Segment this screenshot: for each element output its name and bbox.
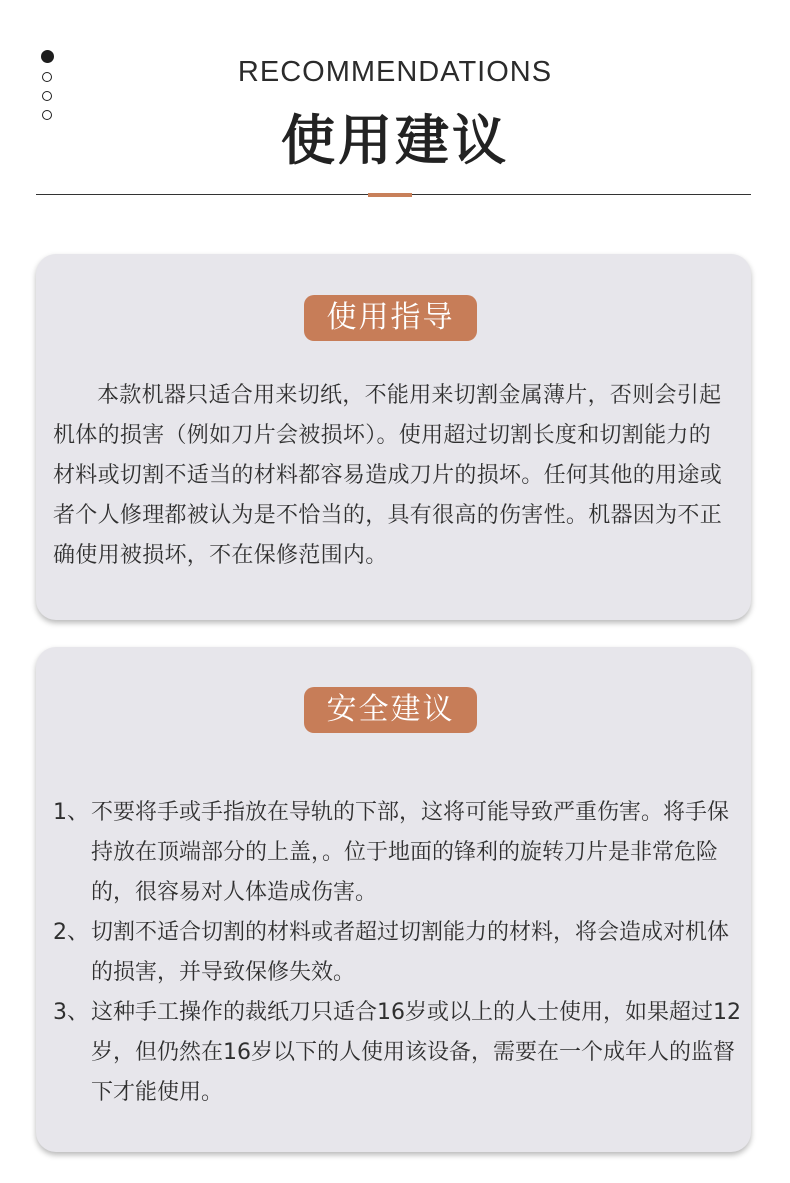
list-item [53,793,741,913]
title-english: RECOMMENDATIONS [237,56,553,88]
list-item-number: 3、 [53,1000,89,1025]
list-item-text: 切割不适合切割的材料或者超过切割能力的材料，将会造成对机体的损害，并导致保修失效。 [91,920,730,985]
list-item-number: 2、 [53,920,89,945]
page-title: 使用建议 [281,109,509,172]
list-item-text: 这种手工操作的裁纸刀只适合16岁或以上的人士使用，如果超过12岁，但仍然在16岁以下的人使用该设备，需要在一个成年人的监督下才能使用。 [91,1000,741,1105]
safety-advice-tag: 安全建议 [304,687,477,733]
usage-guide-text: 本款机器只适合用来切纸，不能用来切割金属薄片，否则会引起机体的损害（例如刀片会被损坏）。使用超过切割长度和切割能力的材料或切割不适当的材料都容易造成刀片的损坏。任何其他的用途或者个人修理都被认为是不恰当的，具有很高的伤害性。机器因为不正确使用被损坏，不在保修范围内。 [53,383,723,568]
usage-guide-tag: 使用指导 [304,295,477,341]
list-item-number: 1、 [53,800,89,825]
list-item [53,913,741,993]
usage-guide-card [36,254,751,620]
safety-advice-list [53,793,741,1113]
list-item-text: 不要将手或手指放在导轨的下部，这将可能导致严重伤害。将手保持放在顶端部分的上盖，。位于地面的锋利的旋转刀片是非常危险的，很容易对人体造成伤害。 [91,800,730,905]
divider-accent [368,193,412,197]
list-item [53,993,741,1113]
safety-advice-card [36,647,751,1152]
